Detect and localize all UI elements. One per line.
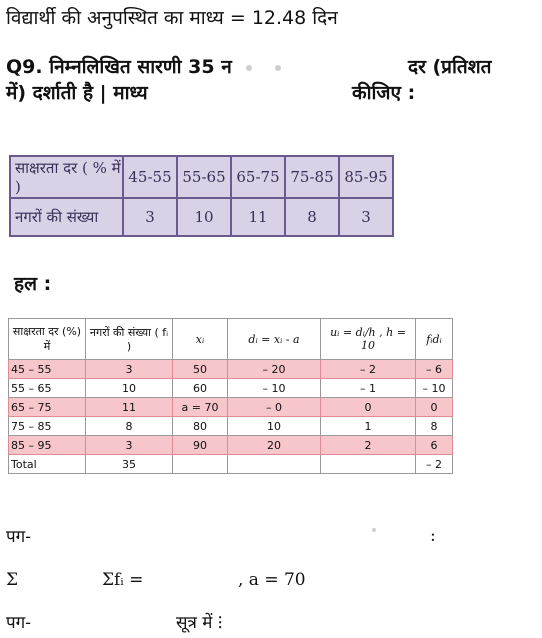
table-cell: 0 [321,398,416,417]
table-cell: – 10 [416,379,453,398]
table-row [9,398,453,417]
solution-heading: हल : [14,273,52,295]
table-cell: 75-85 [285,156,339,198]
question-9-line-1 [6,53,289,79]
table-cell: 60 [173,379,228,398]
table-header-cell: नगरों की संख्या [10,198,123,236]
table-cell: 3 [86,360,173,379]
table-cell: 75 – 85 [9,417,86,436]
sum-fi-label: Σfᵢ = [102,570,144,590]
table-cell: 11 [86,398,173,417]
table-cell: 3 [339,198,393,236]
table-cell: 2 [321,436,416,455]
table-header-cell: साक्षरता दर ( % में ) [10,156,123,198]
occlusion-mark [275,65,281,71]
table-cell: 35 [86,455,173,474]
table-cell: 6 [416,436,453,455]
table-cell: 55-65 [177,156,231,198]
table-cell [321,455,416,474]
table-cell: 85-95 [339,156,393,198]
table-cell: a = 70 [173,398,228,417]
table-cell: – 10 [228,379,321,398]
table-cell: – 0 [228,398,321,417]
step-line-1-colon: : [430,526,436,546]
table-cell: 90 [173,436,228,455]
table-header-cell: xᵢ [173,319,228,360]
table-cell: 3 [86,436,173,455]
occlusion-mark [246,65,252,71]
table-row [9,436,453,455]
table-header-cell: fᵢdᵢ [416,319,453,360]
assumed-mean-label: , a = 70 [238,570,306,590]
occlusion-mark [372,519,376,539]
table-cell: 45 – 55 [9,360,86,379]
table-cell: 65-75 [231,156,285,198]
sum-symbol: Σ [6,570,19,590]
table-header-cell: uᵢ = dᵢ/h , h = 10 [321,319,416,360]
step-line-1: पग- [6,527,31,547]
table-header-row [9,319,453,360]
question-label: Q9. [6,56,43,78]
table-cell: Total [9,455,86,474]
table-cell: 85 – 95 [9,436,86,455]
table-total-row [9,455,453,474]
table-cell: 1 [321,417,416,436]
table-cell: 10 [228,417,321,436]
table-cell: 8 [416,417,453,436]
table-cell: 45-55 [123,156,177,198]
table-row [10,156,393,198]
question-9-line-2a: में) दर्शाती है | माध्य [6,82,148,104]
formula-intro: सूत्र में ⁝ [176,613,223,633]
table-cell: 55 – 65 [9,379,86,398]
step-line-3: पग- [6,613,31,633]
question-text-part2: दर (प्रतिशत [408,56,492,78]
table-cell: 10 [177,198,231,236]
table-cell: 20 [228,436,321,455]
table-cell [173,455,228,474]
table-cell: 80 [173,417,228,436]
table-cell: 8 [86,417,173,436]
table-cell: 0 [416,398,453,417]
table-row [9,360,453,379]
table-cell: 11 [231,198,285,236]
table-header-cell: साक्षरता दर (%) में [9,319,86,360]
table-cell: – 1 [321,379,416,398]
table-row [10,198,393,236]
table-cell: – 2 [321,360,416,379]
table-cell: 8 [285,198,339,236]
table-cell: 50 [173,360,228,379]
table-cell: – 2 [416,455,453,474]
solution-table [8,318,453,474]
table-cell: – 6 [416,360,453,379]
table-cell: – 20 [228,360,321,379]
table-cell: 3 [123,198,177,236]
table-row [9,417,453,436]
table-cell: 65 – 75 [9,398,86,417]
table-header-cell: नगरों की संख्या ( fᵢ ) [86,319,173,360]
literacy-data-table [9,155,394,237]
table-cell [228,455,321,474]
table-cell: 10 [86,379,173,398]
table-header-cell: dᵢ = xᵢ - a [228,319,321,360]
mean-result-line: विद्यार्थी की अनुपस्थित का माध्य = 12.48 दिन [6,7,338,29]
question-text-part1: निम्नलिखित सारणी 35 न [49,56,232,78]
question-9-line-2b: कीजिए : [352,82,416,104]
table-row [9,379,453,398]
